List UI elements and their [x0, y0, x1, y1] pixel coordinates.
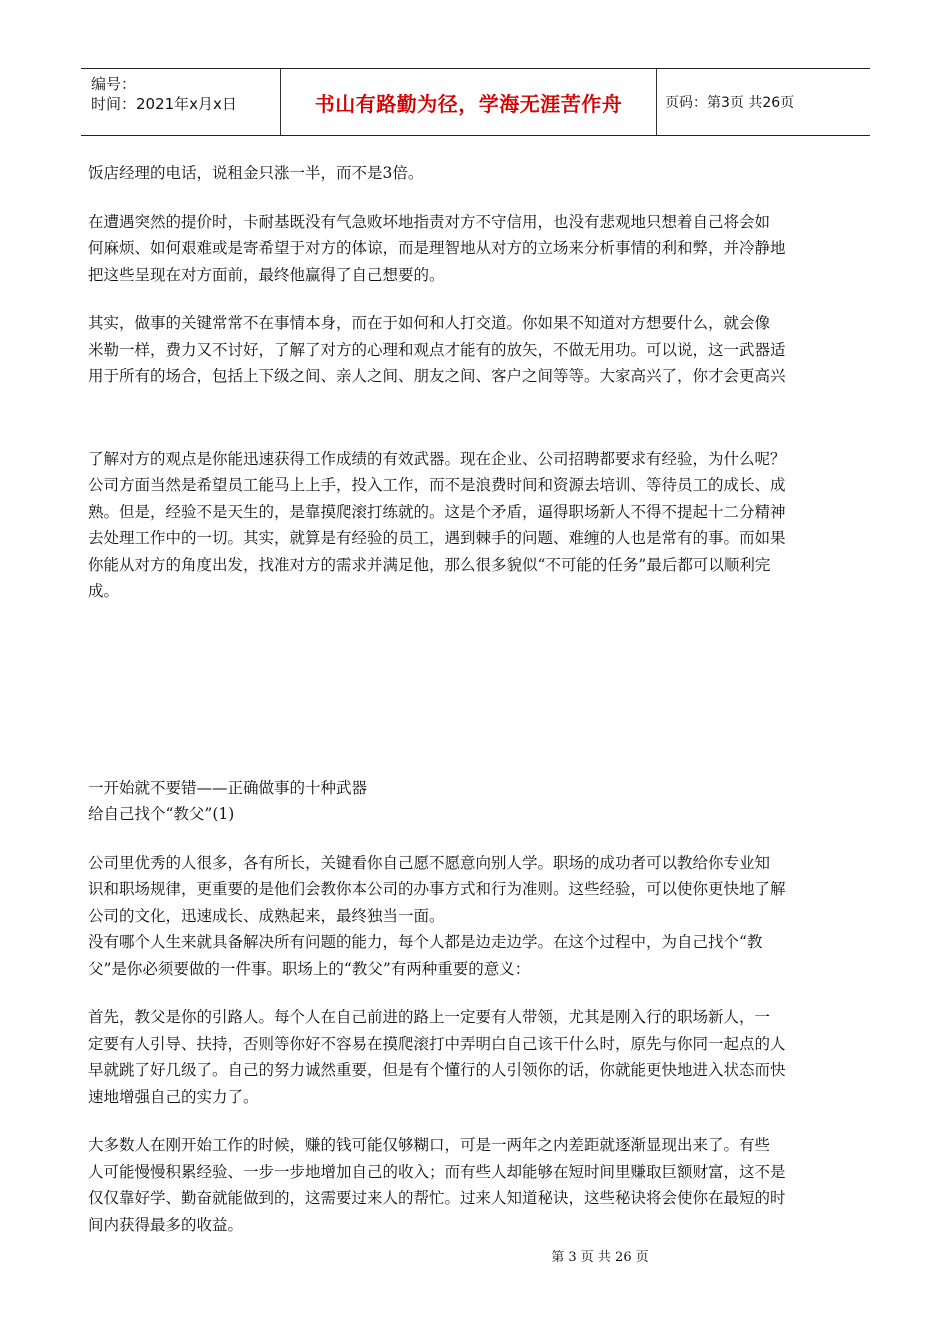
text-line: 米勒一样，费力又不讨好，了解了对方的心理和观点才能有的放矢，不做无用功。可以说，这一武器适	[88, 340, 786, 359]
header-time-label: 时间：2021年x月x日	[91, 95, 237, 113]
header-motto: 书山有路勤为径，学海无涯苦作舟	[281, 69, 657, 135]
header-number-label: 编号：	[91, 75, 137, 93]
text-line: 父”是你必须要做的一件事。职场上的“教父”有两种重要的意义：	[88, 959, 531, 978]
text-line: 公司的文化，迅速成长、成熟起来，最终独当一面。	[88, 906, 445, 925]
text-line: 定要有人引导、扶持，否则等你好不容易在摸爬滚打中弄明白自己该干什么时，原先与你同一起点的人	[88, 1034, 786, 1053]
text-line: 间内获得最多的收益。	[88, 1215, 244, 1234]
document-body	[88, 160, 858, 1238]
section-subheading: 给自己找个“教父”(1)	[88, 805, 235, 823]
text-line: 人可能慢慢积累经验、一步一步地增加自己的收入；而有些人却能够在短时间里赚取巨额财富，这不是	[88, 1162, 786, 1181]
text-line: 用于所有的场合，包括上下级之间、亲人之间、朋友之间、客户之间等等。大家高兴了，你才会更高兴	[88, 367, 786, 385]
text-line: 其实，做事的关键常常不在事情本身，而在于如何和人打交道。你如果不知道对方想要什么，就会像	[88, 314, 771, 332]
header-meta-cell	[81, 69, 281, 135]
text-line: 成。	[88, 582, 120, 600]
text-line: 仅仅靠好学、勤奋就能做到的，这需要过来人的帮忙。过来人知道秘诀，这些秘诀将会使你在最短的时	[88, 1189, 786, 1207]
document-header	[81, 68, 870, 136]
text-line: 公司里优秀的人很多，各有所长，关键看你自己愿不愿意向别人学。职场的成功者可以教给你专业知	[88, 853, 771, 872]
text-line: 速地增强自己的实力了。	[88, 1087, 259, 1106]
text-line: 了解对方的观点是你能迅速获得工作成绩的有效武器。现在企业、公司招聘都要求有经验，为什么呢？	[88, 449, 786, 468]
header-page-info: 页码：第3页 共26页	[665, 95, 795, 111]
text-line: 去处理工作中的一切。其实，就算是有经验的员工，遇到棘手的问题、难缠的人也是常有的事。而如果	[88, 529, 786, 547]
text-line: 没有哪个人生来就具备解决所有问题的能力，每个人都是边走边学。在这个过程中，为自己找个“教	[88, 933, 763, 951]
text-line: 把这些呈现在对方面前，最终他赢得了自己想要的。	[88, 265, 445, 284]
text-line: 在遭遇突然的提价时，卡耐基既没有气急败坏地指责对方不守信用，也没有悲观地只想着自己将会如	[88, 212, 771, 231]
text-line: 首先，教父是你的引路人。每个人在自己前进的路上一定要有人带领，尤其是刚入行的职场新人，一	[88, 1008, 771, 1026]
text-line: 识和职场规律，更重要的是他们会教你本公司的办事方式和行为准则。这些经验，可以使你更快地了解	[88, 880, 786, 898]
text-line: 大多数人在刚开始工作的时候，赚的钱可能仅够糊口，可是一两年之内差距就逐渐显现出来了。有些	[88, 1136, 771, 1154]
text-line: 早就跳了好几级了。自己的努力诚然重要，但是有个懂行的人引领你的话，你就能更快地进入状态而快	[88, 1061, 786, 1079]
text-line: 饭店经理的电话，说租金只涨一半，而不是3倍。	[88, 164, 424, 182]
page-footer: 第 3 页 共 26 页	[551, 1250, 649, 1265]
text-line: 公司方面当然是希望员工能马上上手，投入工作，而不是浪费时间和资源去培训、等待员工的成长、成	[88, 476, 786, 494]
section-heading: 一开始就不要错——正确做事的十种武器	[88, 778, 368, 797]
text-line: 你能从对方的角度出发，找准对方的需求并满足他，那么很多貌似“不可能的任务”最后都可以顺利完	[88, 555, 771, 574]
text-line: 何麻烦、如何艰难或是寄希望于对方的体谅，而是理智地从对方的立场来分析事情的利和弊，并冷静地	[88, 239, 786, 257]
text-line: 熟。但是，经验不是天生的，是靠摸爬滚打练就的。这是个矛盾，逼得职场新人不得不提起十二分精神	[88, 502, 786, 521]
